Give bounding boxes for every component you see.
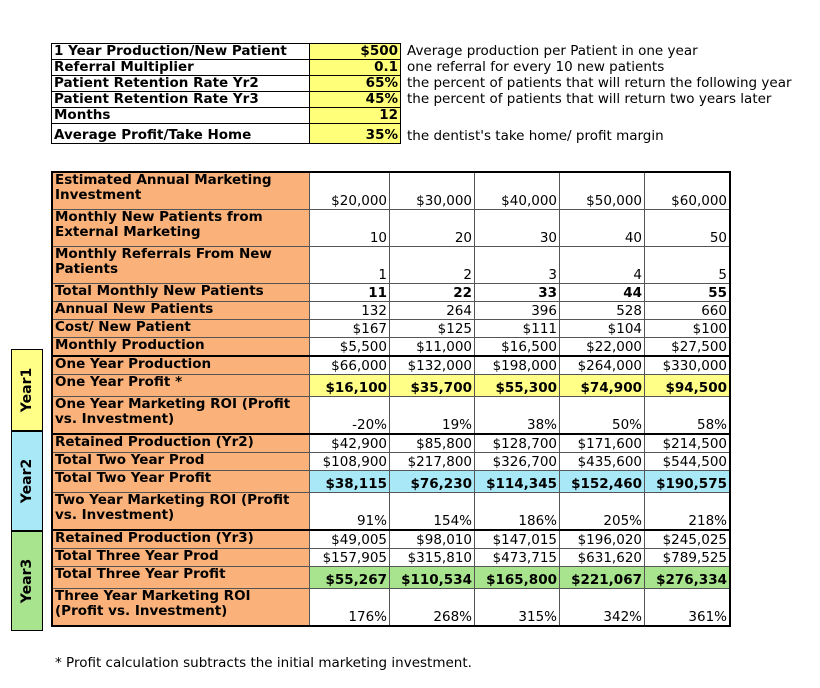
row-label-line: vs. Investment) xyxy=(55,507,175,523)
cell-value: $128,700 xyxy=(475,434,560,453)
table-row xyxy=(52,302,730,320)
row-label-line: Retained Production (Yr2) xyxy=(55,434,254,450)
cell-value: $245,025 xyxy=(645,530,731,549)
table-row xyxy=(52,434,730,453)
cell-value: 58% xyxy=(645,397,731,435)
cell-value: $167 xyxy=(310,320,390,338)
row-label-line: Patients xyxy=(55,261,118,277)
cell-value: $473,715 xyxy=(475,549,560,567)
cell-value: 50 xyxy=(645,210,731,247)
cell-value: $108,900 xyxy=(310,453,390,471)
cell-value: $217,800 xyxy=(390,453,475,471)
row-label-line: Two Year Marketing ROI (Profit xyxy=(55,492,290,508)
cell-value: $631,620 xyxy=(560,549,645,567)
row-label xyxy=(52,375,310,397)
cell-value: $214,500 xyxy=(645,434,731,453)
cell-value: 205% xyxy=(560,493,645,531)
row-label xyxy=(52,589,310,627)
cell-value: 361% xyxy=(645,589,731,627)
cell-value: $544,500 xyxy=(645,453,731,471)
row-label xyxy=(52,302,310,320)
row-label-line: Total Two Year Prod xyxy=(55,452,205,468)
cell-value: 268% xyxy=(390,589,475,627)
assumption-value: 45% xyxy=(310,92,401,108)
cell-value: $16,100 xyxy=(310,375,390,397)
row-label xyxy=(52,397,310,435)
cell-value: $330,000 xyxy=(645,356,731,375)
assumption-row xyxy=(52,76,795,92)
cell-value: $315,810 xyxy=(390,549,475,567)
cell-value: $74,900 xyxy=(560,375,645,397)
cell-value: $326,700 xyxy=(475,453,560,471)
cell-value: $789,525 xyxy=(645,549,731,567)
cell-value: 342% xyxy=(560,589,645,627)
row-label xyxy=(52,471,310,493)
cell-value: $60,000 xyxy=(645,172,731,210)
cell-value: 33 xyxy=(475,284,560,302)
table-row xyxy=(52,284,730,302)
cell-value: 396 xyxy=(475,302,560,320)
row-label-line: External Marketing xyxy=(55,224,201,240)
year3-label: Year3 xyxy=(11,531,43,631)
cell-value: $20,000 xyxy=(310,172,390,210)
cell-value: 91% xyxy=(310,493,390,531)
cell-value: $435,600 xyxy=(560,453,645,471)
table-row xyxy=(52,356,730,375)
cell-value: 19% xyxy=(390,397,475,435)
assumption-label: Average Profit/Take Home xyxy=(52,124,310,144)
row-label xyxy=(52,284,310,302)
assumptions-table xyxy=(51,43,795,144)
cell-value: 186% xyxy=(475,493,560,531)
cell-value: $157,905 xyxy=(310,549,390,567)
cell-value: $16,500 xyxy=(475,338,560,357)
row-label-line: Total Two Year Profit xyxy=(55,470,212,486)
cell-value: $27,500 xyxy=(645,338,731,357)
assumption-label: Referral Multiplier xyxy=(52,60,310,76)
table-row xyxy=(52,471,730,493)
cell-value: 218% xyxy=(645,493,731,531)
cell-value: 40 xyxy=(560,210,645,247)
row-label xyxy=(52,493,310,531)
cell-value: 3 xyxy=(475,247,560,284)
row-label-line: One Year Production xyxy=(55,356,212,372)
cell-value: $276,334 xyxy=(645,567,731,589)
row-label-line: Annual New Patients xyxy=(55,301,214,317)
cell-value: $85,800 xyxy=(390,434,475,453)
cell-value: 50% xyxy=(560,397,645,435)
cell-value: $198,000 xyxy=(475,356,560,375)
table-row xyxy=(52,247,730,284)
cell-value: $5,500 xyxy=(310,338,390,357)
cell-value: 132 xyxy=(310,302,390,320)
cell-value: 528 xyxy=(560,302,645,320)
row-label-line: One Year Profit * xyxy=(55,374,183,390)
row-label-line: Three Year Marketing ROI xyxy=(55,588,251,604)
cell-value: $50,000 xyxy=(560,172,645,210)
cell-value: $264,000 xyxy=(560,356,645,375)
cell-value: $55,300 xyxy=(475,375,560,397)
assumption-label: Patient Retention Rate Yr3 xyxy=(52,92,310,108)
table-row xyxy=(52,493,730,531)
row-label-line: (Profit vs. Investment) xyxy=(55,603,228,619)
cell-value: 264 xyxy=(390,302,475,320)
marketing-roi-table xyxy=(51,171,731,627)
row-label xyxy=(52,434,310,453)
assumption-note xyxy=(401,108,795,124)
assumption-row xyxy=(52,44,795,60)
assumption-value: $500 xyxy=(310,44,401,60)
cell-value: 10 xyxy=(310,210,390,247)
row-label-line: Total Three Year Prod xyxy=(55,548,219,564)
cell-value: -20% xyxy=(310,397,390,435)
row-label-line: Monthly Production xyxy=(55,337,205,353)
cell-value: 11 xyxy=(310,284,390,302)
assumption-row xyxy=(52,60,795,76)
row-label xyxy=(52,453,310,471)
assumption-row xyxy=(52,124,795,144)
assumption-label: Months xyxy=(52,108,310,124)
assumption-value: 65% xyxy=(310,76,401,92)
row-label-line: Investment xyxy=(55,187,142,203)
cell-value: $104 xyxy=(560,320,645,338)
cell-value: $22,000 xyxy=(560,338,645,357)
cell-value: 55 xyxy=(645,284,731,302)
cell-value: 154% xyxy=(390,493,475,531)
cell-value: 1 xyxy=(310,247,390,284)
row-label-line: Estimated Annual Marketing xyxy=(55,172,272,188)
cell-value: $125 xyxy=(390,320,475,338)
assumption-value: 12 xyxy=(310,108,401,124)
row-label-line: Monthly Referrals From New xyxy=(55,246,272,262)
cell-value: 38% xyxy=(475,397,560,435)
assumption-value: 0.1 xyxy=(310,60,401,76)
cell-value: $100 xyxy=(645,320,731,338)
assumption-note: the dentist's take home/ profit margin xyxy=(407,127,664,144)
cell-value: $38,115 xyxy=(310,471,390,493)
assumption-row xyxy=(52,108,795,124)
cell-value: $30,000 xyxy=(390,172,475,210)
table-row xyxy=(52,549,730,567)
table-row xyxy=(52,375,730,397)
cell-value: $98,010 xyxy=(390,530,475,549)
row-label-line: Total Monthly New Patients xyxy=(55,283,264,299)
cell-value: $42,900 xyxy=(310,434,390,453)
cell-value: 660 xyxy=(645,302,731,320)
row-label xyxy=(52,320,310,338)
cell-value: $190,575 xyxy=(645,471,731,493)
cell-value: $114,345 xyxy=(475,471,560,493)
cell-value: $171,600 xyxy=(560,434,645,453)
row-label xyxy=(52,530,310,549)
row-label-line: One Year Marketing ROI (Profit xyxy=(55,396,291,412)
table-row xyxy=(52,172,730,210)
assumption-note: the percent of patients that will return two years later xyxy=(407,91,772,107)
cell-value: 30 xyxy=(475,210,560,247)
row-label xyxy=(52,172,310,210)
row-label xyxy=(52,356,310,375)
year2-label: Year2 xyxy=(11,431,43,531)
assumption-label: 1 Year Production/New Patient xyxy=(52,44,310,60)
cell-value: $66,000 xyxy=(310,356,390,375)
table-row xyxy=(52,397,730,435)
row-label xyxy=(52,338,310,357)
cell-value: $94,500 xyxy=(645,375,731,397)
row-label-line: Cost/ New Patient xyxy=(55,319,191,335)
cell-value: $110,534 xyxy=(390,567,475,589)
cell-value: 4 xyxy=(560,247,645,284)
table-row xyxy=(52,453,730,471)
cell-value: $11,000 xyxy=(390,338,475,357)
cell-value: 22 xyxy=(390,284,475,302)
row-label-line: vs. Investment) xyxy=(55,411,175,427)
table-row xyxy=(52,567,730,589)
row-label xyxy=(52,247,310,284)
cell-value: 315% xyxy=(475,589,560,627)
assumption-note: one referral for every 10 new patients xyxy=(407,59,665,75)
row-label xyxy=(52,567,310,589)
row-label-line: Total Three Year Profit xyxy=(55,566,226,582)
year1-label: Year1 xyxy=(11,349,43,431)
cell-value: $35,700 xyxy=(390,375,475,397)
cell-value: 176% xyxy=(310,589,390,627)
assumption-value: 35% xyxy=(310,124,401,144)
cell-value: $40,000 xyxy=(475,172,560,210)
row-label xyxy=(52,210,310,247)
cell-value: $147,015 xyxy=(475,530,560,549)
table-row xyxy=(52,589,730,627)
cell-value: $221,067 xyxy=(560,567,645,589)
table-row xyxy=(52,320,730,338)
row-label xyxy=(52,549,310,567)
row-label-line: Retained Production (Yr3) xyxy=(55,530,254,546)
table-row xyxy=(52,338,730,357)
assumption-note: Average production per Patient in one year xyxy=(407,43,698,59)
assumption-row xyxy=(52,92,795,108)
cell-value: $152,460 xyxy=(560,471,645,493)
cell-value: $76,230 xyxy=(390,471,475,493)
assumption-note: the percent of patients that will return the following year xyxy=(407,75,792,91)
cell-value: $196,020 xyxy=(560,530,645,549)
table-row xyxy=(52,530,730,549)
cell-value: $165,800 xyxy=(475,567,560,589)
cell-value: $55,267 xyxy=(310,567,390,589)
cell-value: 20 xyxy=(390,210,475,247)
row-label-line: Monthly New Patients from xyxy=(55,209,263,225)
table-row xyxy=(52,210,730,247)
cell-value: $111 xyxy=(475,320,560,338)
cell-value: 44 xyxy=(560,284,645,302)
assumption-label: Patient Retention Rate Yr2 xyxy=(52,76,310,92)
cell-value: $132,000 xyxy=(390,356,475,375)
footnote: * Profit calculation subtracts the initial marketing investment. xyxy=(55,655,472,671)
cell-value: $49,005 xyxy=(310,530,390,549)
cell-value: 5 xyxy=(645,247,731,284)
cell-value: 2 xyxy=(390,247,475,284)
